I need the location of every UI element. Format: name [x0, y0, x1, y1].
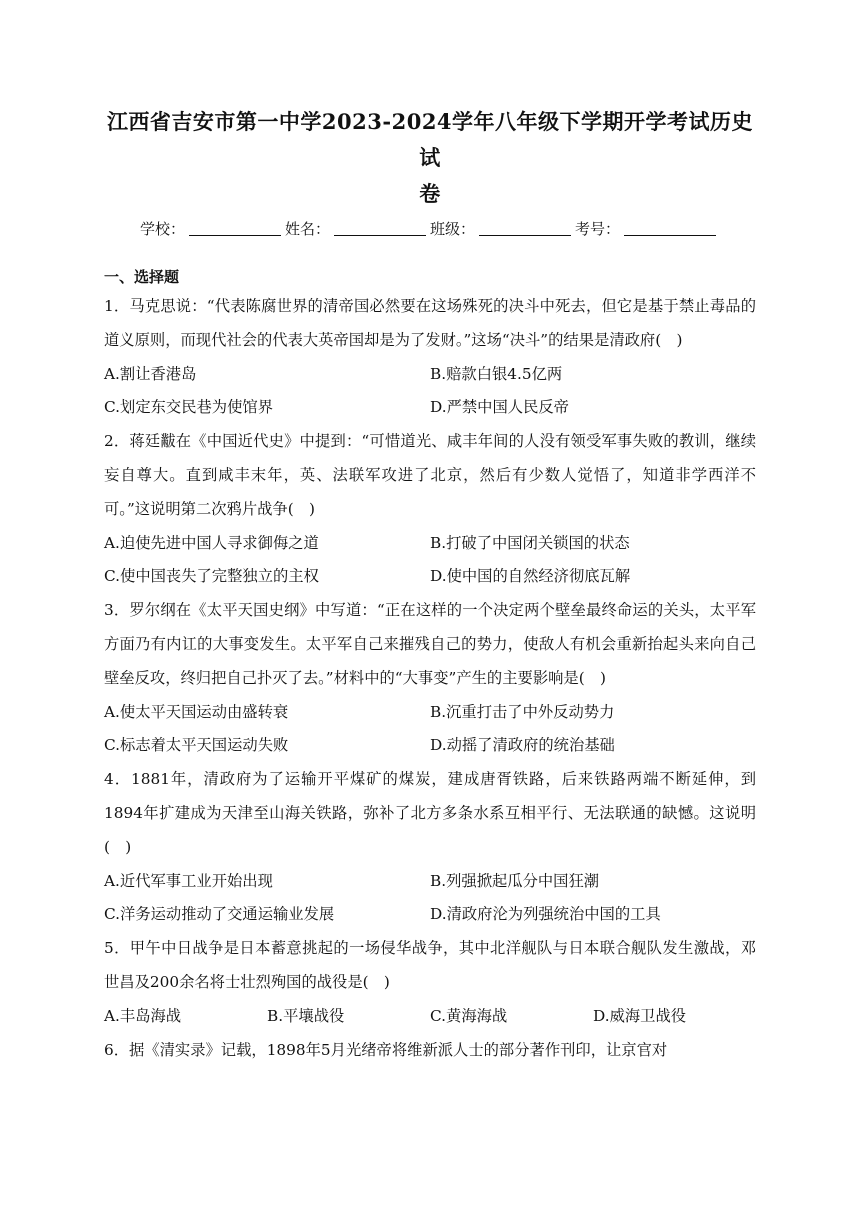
option-d[interactable]: D.使中国的自然经济彻底瓦解 [430, 567, 631, 586]
option-list [104, 527, 756, 595]
option-a[interactable]: A.使太平天国运动由盛转衰 [104, 702, 289, 721]
question-text: 4．1881年，清政府为了运输开平煤矿的煤炭，建成唐胥铁路，后来铁路两端不断延伸，到1894年扩建成为天津至山海关铁路，弥补了北方多条水系互相平行、无法联通的缺憾。这说明( ) [104, 770, 756, 856]
option-b[interactable]: B.列强掀起瓜分中国狂潮 [430, 871, 600, 890]
class-blank[interactable] [479, 223, 571, 236]
option-a[interactable]: A.丰岛海战 [104, 1006, 182, 1025]
option-b[interactable]: B.沉重打击了中外反动势力 [430, 702, 615, 721]
exam-title [104, 104, 756, 212]
exam-number-label: 考号： [575, 220, 621, 238]
option-list [104, 1000, 756, 1034]
exam-number-field [575, 216, 720, 242]
question-text: 3．罗尔纲在《太平天国史纲》中写道：“正在这样的一个决定两个壁垒最终命运的关头，太平军方面乃有内讧的大事变发生。太平军自己来摧残自己的势力，使敌人有机会重新抬起头来向自己壁垒反攻，终归把自己扑灭了去。”材料中的“大事变”产生的主要影响是( ) [104, 601, 756, 687]
option-d[interactable]: D.严禁中国人民反帝 [430, 398, 569, 417]
question-text: 1．马克思说：“代表陈腐世界的清帝国必然要在这场殊死的决斗中死去，但它是基于禁止毒品的道义原则，而现代社会的代表大英帝国却是为了发财。”这场“决斗”的结果是清政府( ) [104, 297, 756, 349]
question-3 [104, 594, 756, 763]
question-text: 2．蒋廷黻在《中国近代史》中提到：“可惜道光、咸丰年间的人没有领受军事失败的教训，继续妄自尊大。直到咸丰末年，英、法联军攻进了北京，然后有少数人觉悟了，知道非学西洋不可。”这说明第二次鸦片战争( ) [104, 432, 756, 518]
school-field [140, 216, 285, 242]
option-d[interactable]: D.威海卫战役 [593, 1006, 687, 1025]
name-field [285, 216, 430, 242]
option-d[interactable]: D.清政府沦为列强统治中国的工具 [430, 905, 661, 924]
title-line-1: 江西省吉安市第一中学2023-2024学年八年级下学期开学考试历史试 [106, 109, 754, 170]
section-title: 一、选择题 [104, 268, 180, 286]
option-b[interactable]: B.打破了中国闭关锁国的状态 [430, 533, 630, 552]
option-b[interactable]: B.平壤战役 [267, 1006, 345, 1025]
option-list [104, 358, 756, 426]
option-list [104, 865, 756, 933]
option-c[interactable]: C.使中国丧失了完整独立的主权 [104, 567, 319, 586]
option-a[interactable]: A.近代军事工业开始出现 [104, 871, 273, 890]
name-label: 姓名： [284, 220, 330, 238]
question-4 [104, 763, 756, 932]
option-b[interactable]: B.赔款白银4.5亿两 [430, 364, 563, 383]
student-info-row [104, 216, 756, 242]
question-1 [104, 290, 756, 425]
question-2 [104, 425, 756, 594]
name-blank[interactable] [334, 223, 426, 236]
exam-number-blank[interactable] [624, 223, 716, 236]
class-label: 班级： [430, 220, 476, 238]
option-c[interactable]: C.洋务运动推动了交通运输业发展 [104, 905, 335, 924]
option-c[interactable]: C.黄海海战 [430, 1006, 508, 1025]
question-text: 5．甲午中日战争是日本蓄意挑起的一场侵华战争，其中北洋舰队与日本联合舰队发生激战，邓世昌及200余名将士壮烈殉国的战役是( ) [104, 939, 756, 991]
class-field [430, 216, 575, 242]
question-text: 6．据《清实录》记载，1898年5月光绪帝将维新派人士的部分著作刊印，让京官对 [104, 1040, 668, 1059]
question-5 [104, 932, 756, 1033]
title-line-2: 卷 [419, 181, 441, 206]
school-blank[interactable] [189, 223, 281, 236]
question-6 [104, 1034, 756, 1068]
school-label: 学校： [139, 220, 185, 238]
option-a[interactable]: A.割让香港岛 [104, 364, 197, 383]
option-d[interactable]: D.动摇了清政府的统治基础 [430, 736, 615, 755]
option-list [104, 696, 756, 764]
option-a[interactable]: A.迫使先进中国人寻求御侮之道 [104, 533, 319, 552]
option-c[interactable]: C.划定东交民巷为使馆界 [104, 398, 273, 417]
option-c[interactable]: C.标志着太平天国运动失败 [104, 736, 289, 755]
